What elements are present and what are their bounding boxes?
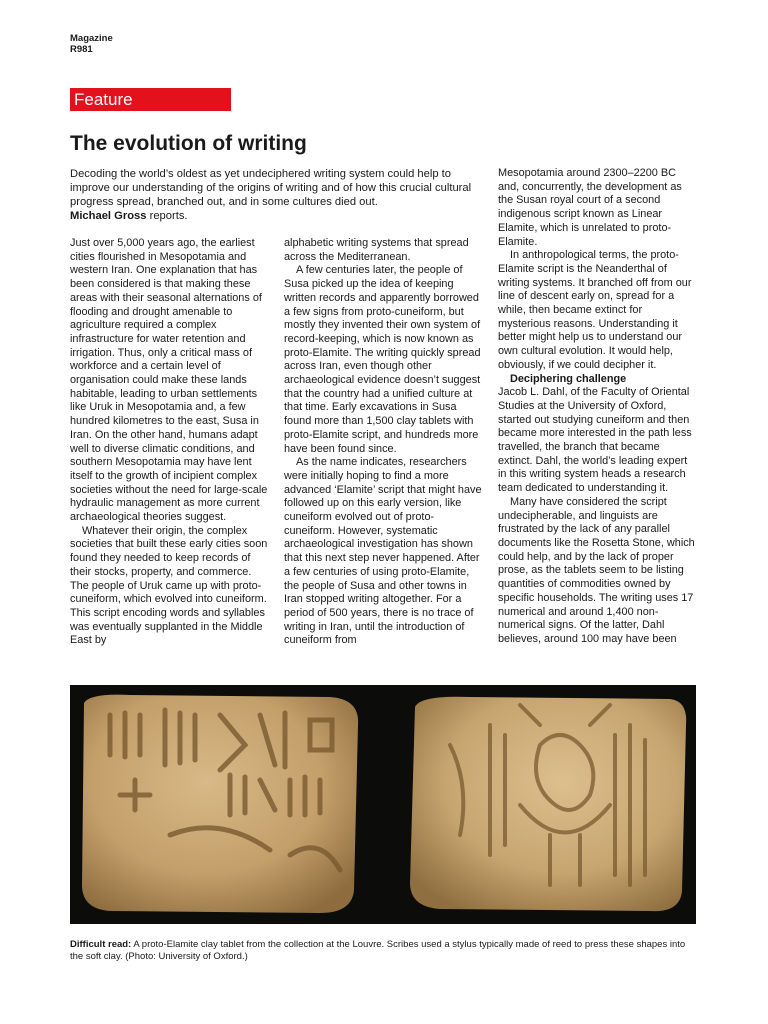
paragraph: Jacob L. Dahl, of the Faculty of Oriental Studies at the University of Oxford, started out studying cuneiform and then became more interested in the path less travelled, the branch that became extinct. Dahl, the world’s leading expert in this writing system heads a research team dedicated to understanding it. — [498, 386, 692, 495]
running-header — [70, 33, 113, 55]
paragraph: Mesopotamia around 2300–2200 BC and, concurrently, the development as the Susan royal court of a second indigenous script known as Linear Elamite, which is unrelated to proto-Elamite. — [498, 167, 682, 248]
paragraph: In anthropological terms, the proto-Elamite script is the Neanderthal of writing systems. It branched off from our line of descent early on, spread for a while, then became extinct for mysterious reasons. Understanding it better might help us to understand our own cultural evolution. It would help, obviously, if we could decipher it. — [498, 249, 692, 371]
figure-caption — [70, 939, 700, 963]
caption-text: A proto-Elamite clay tablet from the collection at the Louvre. Scribes used a stylus typically made of reed to press these shapes into the soft clay. (Photo: University of Oxford.) — [70, 939, 686, 962]
paragraph: Many have considered the script undecipherable, and linguists are frustrated by the lack of any parallel documents like the Rosetta Stone, which could help, and by the lack of proper prose, as the tablets seem to be listing quantities of commodities owned by specific households. The writing uses 17 numerical and around 1,400 non-numerical signs. Of the latter, Dahl believes, around 100 may have been — [498, 495, 695, 645]
column-3 — [498, 167, 696, 647]
paragraph: As the name indicates, researchers were initially hoping to find a more advanced ‘Elamite’ script that might have followed up on this early version, like cuneiform evolved out of proto-cuneiform. However, systematic archaeological investigation has shown that this next step never happened. After a few centuries of using proto-Elamite, the people of Susa and other towns in Iran stopped writing altogether. For a period of 500 years, there is no trace of writing in Iran, until the introduction of cuneiform from — [284, 456, 482, 647]
column-1 — [70, 237, 268, 648]
standfirst-text: Decoding the world’s oldest as yet undeciphered writing system could help to improve our understanding of the origins of writing and of how this crucial cultural progress spread, branched out, and in some cultures died out. — [70, 168, 472, 208]
section-banner: Feature — [70, 88, 231, 111]
standfirst — [70, 167, 480, 223]
page-number: R981 — [70, 44, 93, 55]
paragraph: alphabetic writing systems that spread across the Mediterranean. — [284, 237, 469, 263]
subheading: Deciphering challenge — [510, 372, 627, 385]
article-title: The evolution of writing — [70, 132, 307, 155]
paragraph: A few centuries later, the people of Susa picked up the idea of keeping written records and apparently borrowed a few signs from proto-cuneiform, but mostly they invented their own system of record-keeping, which is now known as proto-Elamite. The writing quickly spread across Iran, even though other archaeological evidence doesn’t suggest that the country had a unified culture at that time. Early excavations in Susa found more than 1,500 clay tablets with proto-Elamite script, and hundreds more have been found since. — [284, 264, 481, 455]
column-2 — [284, 237, 482, 648]
caption-lead: Difficult read: — [70, 939, 132, 950]
standfirst-tail: reports. — [146, 210, 188, 222]
paragraph: Just over 5,000 years ago, the earliest cities flourished in Mesopotamia and western Iran. One explanation that has been considered is that making these areas with their seasonal alternations of flooding and drought amenable to agriculture required a complex infrastructure for water retention and irrigation. Thus, only a critical mass of workforce and a certain level of organisation could make these lands habitable, leading to urban settlements like Uruk in Mesopotamia and, a few hundred kilometres to the east, Susa in Iran. On the other hand, humans adapt well to diverse climatic conditions, and southern Mesopotamia may have lent itself to the growth of incipient complex societies without the need for large-scale hydraulic management as more current archaeological theories suggest. — [70, 237, 268, 524]
tablet-photo — [70, 685, 696, 924]
clay-tablet-illustration — [70, 685, 696, 924]
paragraph: Whatever their origin, the complex societies that built these early cities soon found they needed to keep records of their stocks, property, and commerce. The people of Uruk came up with proto-cuneiform, which evolved into cuneiform. This script encoding words and syllables was eventually supplanted in the Middle East by — [70, 524, 268, 647]
author-name: Michael Gross — [70, 210, 147, 222]
magazine-label: Magazine — [70, 33, 113, 44]
